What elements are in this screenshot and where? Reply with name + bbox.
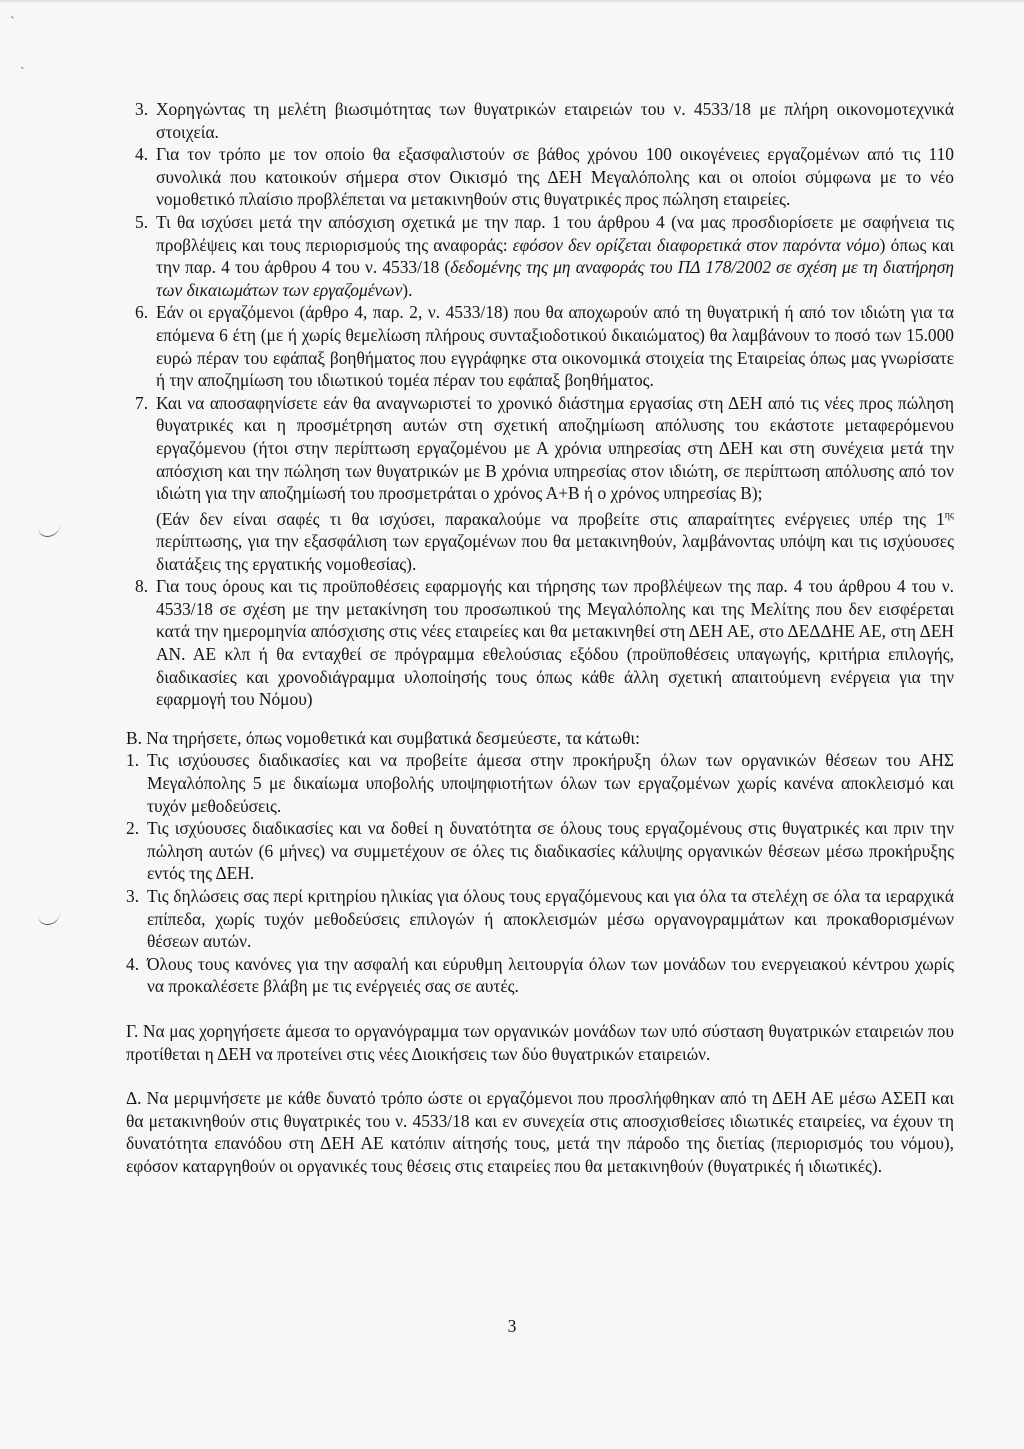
item-text: Όλους τους κανόνες για την ασφαλή και εύρυθμη λειτουργία όλων των μονάδων του ενεργειακού κέντρου χωρίς να προκαλέσετε βλάβη με τις ενέργειές σας σε αυτές. xyxy=(147,953,954,997)
page-number: 3 xyxy=(507,1316,517,1336)
margin-mark xyxy=(38,912,60,925)
note-text: περίπτωσης, για την εξασφάλιση των εργαζομένων που θα μετακινηθούν, λαμβάνοντας υπόψη και τις ισχύουσες διατάξεις της εργατικής νομοθεσίας). xyxy=(156,531,954,574)
item-number: 7. xyxy=(135,392,149,413)
list-item xyxy=(126,885,954,953)
item-text: Για τον τρόπο με τον οποίο θα εξασφαλιστούν σε βάθος χρόνου 100 οικογένειες εργαζομένων από τις 110 συνολικά που κατοικούν σήμερα στον Οικισμό της ΔΕΗ Μεγαλόπολης και οι οποίοι σύμφωνα με το νέο νομοθετικό πλαίσιο προβλέπεται να μετακινηθούν στις θυγατρικές προς πώληση εταιρείες. xyxy=(156,144,954,210)
item-number: 1. xyxy=(126,750,140,771)
item-note xyxy=(156,505,954,576)
list-item xyxy=(135,211,954,301)
scan-speck: ˎ xyxy=(20,55,25,70)
item-number: 5. xyxy=(135,211,149,232)
item-text: Τις δηλώσεις σας περί κριτηρίου ηλικίας για όλους τους εργαζόμενους και για όλα τα στελέχη σε όλα τα ιεραρχικά επίπεδα, χωρίς τυχόν μεθοδεύσεις επιλογών ή αποκλεισμών μέσω οργανογραμμάτων και προκαθορισμένων θέσεων αυτών. xyxy=(147,885,954,952)
section-b-heading: Β. Να τηρήσετε, όπως νομοθετικά και συμβατικά δεσμεύεστε, τα κάτωθι: xyxy=(126,727,640,748)
item-text: Για τους όρους και τις προϋποθέσεις εφαρμογής και τήρησης των προβλέψεων της παρ. 4 του άρθρου 4 του ν. 4533/18 σε σχέση με την μετακίνηση του προσωπικού της Μεγαλόπολης και της Μελίτης που δεν εισφέρεται κατά την ημερομηνία απόσχισης στις νέες εταιρείες και θα μετακινηθεί στη ΔΕΗ ΑΕ, στο ΔΕΔΔΗΕ ΑΕ, στη ΔΕΗ ΑΝ. ΑΕ κλπ ή θα ενταχθεί σε πρόγραμμα εθελούσιας εξόδου (προϋποθέσεις υπαγωγής, κριτήρια επιλογής, διαδικασίες και χρονοδιάγραμμα υλοποίησής τους όπως κάθε άλλη σχετική απαιτούμενη ενέργεια για την εφαρμογή του Νόμου) xyxy=(156,576,954,710)
item-text: Τις ισχύουσες διαδικασίες και να δοθεί η δυνατότητα σε όλους τους εργαζομένους στις θυγατρικές και πριν την πώληση αυτών (6 μήνες) να συμμετέχουν σε όλες τις διαδικασίες κάλυψης οργανικών θέσεων μέσω προκήρυξης εντός της ΔΕΗ. xyxy=(147,818,954,884)
scan-edge xyxy=(0,0,1024,2)
item-text: Τι θα ισχύσει μετά την απόσχιση σχετικά με την παρ. 1 του άρθρου 4 (να μας προσδιορίσετε με σαφήνεια τις προβλέψεις και τους περιορισμούς της αναφοράς: xyxy=(156,211,954,255)
list-item xyxy=(126,749,954,817)
item-text: ). xyxy=(402,279,413,300)
list-item xyxy=(135,392,954,576)
question-list xyxy=(135,98,954,711)
list-item xyxy=(135,143,954,211)
document-body xyxy=(126,98,954,1178)
item-number: 3. xyxy=(126,885,140,906)
item-text-italic: δεδομένης της μη αναφοράς του ΠΔ 178/2002 σε σχέση με τη διατήρηση των δικαιωμάτων των εργαζομένων xyxy=(156,257,954,300)
margin-mark xyxy=(38,524,60,537)
item-number: 6. xyxy=(135,302,149,323)
item-text-italic: εφόσον δεν ορίζεται διαφορετικά στον παρόντα νόμο xyxy=(512,234,880,255)
item-text: Και να αποσαφηνίσετε εάν θα αναγνωριστεί το χρονικό διάστημα εργασίας στη ΔΕΗ από τις νέες προς πώληση θυγατρικές και η προσμέτρηση αυτών στη σχετική αποζημίωση απόλυσης του εκάστοτε μεταφερόμενου εργαζόμενου (ήτοι στην περίπτωση εργαζομένου με Α χρόνια υπηρεσίας στη ΔΕΗ και στη συνέχεια μετά την απόσχιση και την πώληση των θυγατρικών με Β χρόνια υπηρεσίας στον ιδιώτη, σε περίπτωση απόλυσης από τον ιδιώτη για την αποζημίωσή του προσμετράται ο χρόνος Α+Β ή ο χρόνος υπηρεσίας Β); xyxy=(156,392,954,504)
item-text: Τις ισχύουσες διαδικασίες και να προβείτε άμεσα στην προκήρυξη όλων των οργανικών θέσεων του ΑΗΣ Μεγαλόπολης 5 με δικαίωμα υποβολής υποψηφιοτήτων όλων των εργαζομένων χωρίς κανένα αποκλεισμό και τυχόν μεθοδεύσεις. xyxy=(147,750,954,816)
ordinal-suffix: ης xyxy=(944,509,954,521)
list-item xyxy=(126,953,954,998)
item-number: 2. xyxy=(126,818,140,839)
item-number: 4. xyxy=(135,144,149,165)
item-number: 4. xyxy=(126,953,140,974)
note-text: (Εάν δεν είναι σαφές τι θα ισχύσει, παρακαλούμε να προβείτε στις απαραίτητες ενέργειες υπέρ της 1 xyxy=(156,508,945,529)
list-item xyxy=(135,575,954,711)
scan-speck: ˋ xyxy=(10,15,15,30)
section-b-list xyxy=(126,749,954,998)
list-item xyxy=(135,301,954,391)
list-item xyxy=(126,817,954,885)
item-number: 8. xyxy=(135,576,149,597)
list-item xyxy=(135,98,954,143)
item-number: 3. xyxy=(135,99,149,119)
item-text: Χορηγώντας τη μελέτη βιωσιμότητας των θυγατρικών εταιρειών του ν. 4533/18 με πλήρη οικονομοτεχνικά στοιχεία. xyxy=(156,99,954,142)
item-text: Εάν οι εργαζόμενοι (άρθρο 4, παρ. 2, ν. 4533/18) που θα αποχωρούν από τη θυγατρική ή από τον ιδιώτη για τα επόμενα 6 έτη (με ή χωρίς θεμελίωση πλήρους συνταξιοδοτικού δικαιώματος) θα λαμβάνουν το ποσό των 15.000 ευρώ πέραν του εφάπαξ βοηθήματος που εγγράφηκε στα οικονομικά στοιχεία της Εταιρείας όπως μας γνωρίσατε ή την αποζημίωση του ιδιωτικού τομέα πέραν του εφάπαξ βοηθήματος. xyxy=(156,302,954,391)
section-c-paragraph: Γ. Να μας χορηγήσετε άμεσα το οργανόγραμμα των οργανικών μονάδων των υπό σύσταση θυγατρικών εταιρειών που προτίθεται η ΔΕΗ να προτείνει στις νέες Διοικήσεις των δύο θυγατρικών εταιρειών. xyxy=(126,1020,954,1064)
item-text: ) όπως και την παρ. 4 του άρθρου 4 του ν. 4533/18 ( xyxy=(156,234,955,278)
section-d-paragraph: Δ. Να μεριμνήσετε με κάθε δυνατό τρόπο ώστε οι εργαζόμενοι που προσλήφθηκαν από τη ΔΕΗ ΑΕ μέσω ΑΣΕΠ και θα μετακινηθούν στις θυγατρικές του ν. 4533/18 και εν συνεχεία στις αποσχισθείσες ιδιωτικές εταιρείες, να έχουν τη δυνατότητα επανόδου στη ΔΕΗ ΑΕ κατόπιν αίτησής τους, μετά την πάροδο της διετίας (περιορισμός του νόμου), εφόσον καταργηθούν οι οργανικές τους θέσεις στις εταιρείες που θα μετακινηθούν (θυγατρικές ή ιδιωτικές). xyxy=(126,1088,954,1176)
